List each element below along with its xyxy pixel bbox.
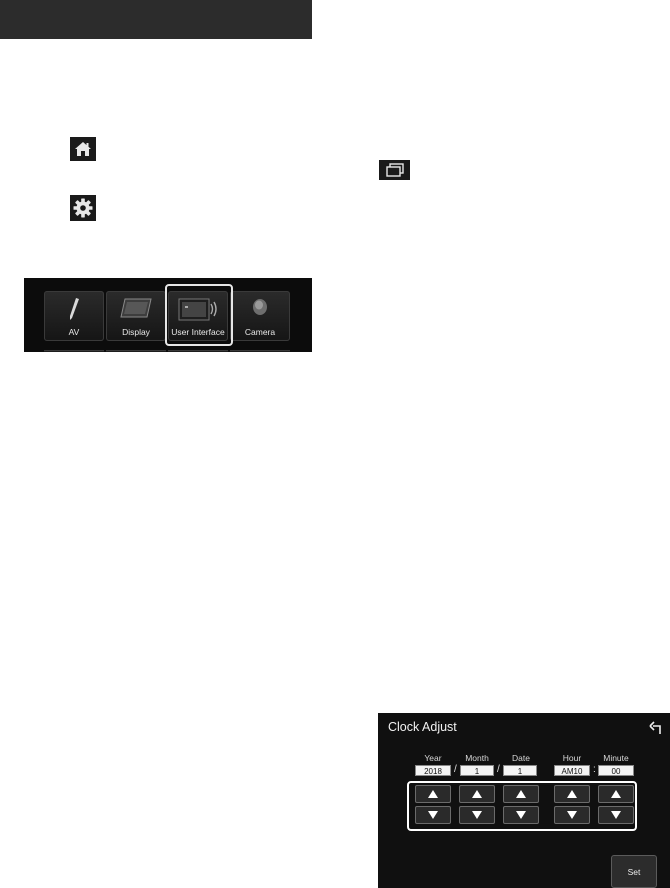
menu-tile-display[interactable] xyxy=(106,291,166,341)
menu-tile-row2 xyxy=(44,350,104,352)
month-label: Month xyxy=(465,753,489,763)
header-bar xyxy=(0,0,312,39)
minute-up-button[interactable] xyxy=(598,785,634,803)
display-icon xyxy=(119,297,153,324)
year-up-button[interactable] xyxy=(415,785,451,803)
date-separator: / xyxy=(497,764,500,775)
minute-value: 00 xyxy=(598,765,634,776)
clock-adjust-title: Clock Adjust xyxy=(388,720,457,734)
date-separator: / xyxy=(454,764,457,775)
multi-window-icon xyxy=(379,160,410,180)
pen-icon xyxy=(67,297,81,326)
menu-tile-av[interactable] xyxy=(44,291,104,341)
tile-label: Camera xyxy=(244,327,276,337)
hour-down-button[interactable] xyxy=(554,806,590,824)
year-down-button[interactable] xyxy=(415,806,451,824)
menu-tile-row2 xyxy=(106,350,166,352)
back-arrow-icon[interactable] xyxy=(648,720,664,736)
menu-tile-row2 xyxy=(230,350,290,352)
month-value: 1 xyxy=(460,765,494,776)
settings-menu-screenshot xyxy=(24,278,312,352)
set-button[interactable]: Set xyxy=(611,855,657,888)
date-value: 1 xyxy=(503,765,537,776)
date-down-button[interactable] xyxy=(503,806,539,824)
camera-icon xyxy=(251,297,269,322)
time-separator: : xyxy=(593,764,596,775)
menu-tile-camera[interactable] xyxy=(230,291,290,341)
hour-up-button[interactable] xyxy=(554,785,590,803)
year-value: 2018 xyxy=(415,765,451,776)
clock-adjust-screen xyxy=(378,713,670,888)
hour-label: Hour xyxy=(562,753,582,763)
home-icon xyxy=(70,137,96,161)
selection-highlight xyxy=(165,284,233,346)
tile-label: AV xyxy=(68,327,80,337)
month-down-button[interactable] xyxy=(459,806,495,824)
gear-icon xyxy=(70,195,96,221)
date-label: Date xyxy=(512,753,530,763)
date-up-button[interactable] xyxy=(503,785,539,803)
menu-tile-row2 xyxy=(168,350,228,352)
tile-label: User Interface xyxy=(171,327,225,337)
month-up-button[interactable] xyxy=(459,785,495,803)
minute-label: Minute xyxy=(603,753,629,763)
minute-down-button[interactable] xyxy=(598,806,634,824)
tile-label: Display xyxy=(122,327,150,337)
hour-value: AM10 xyxy=(554,765,590,776)
year-label: Year xyxy=(424,753,442,763)
